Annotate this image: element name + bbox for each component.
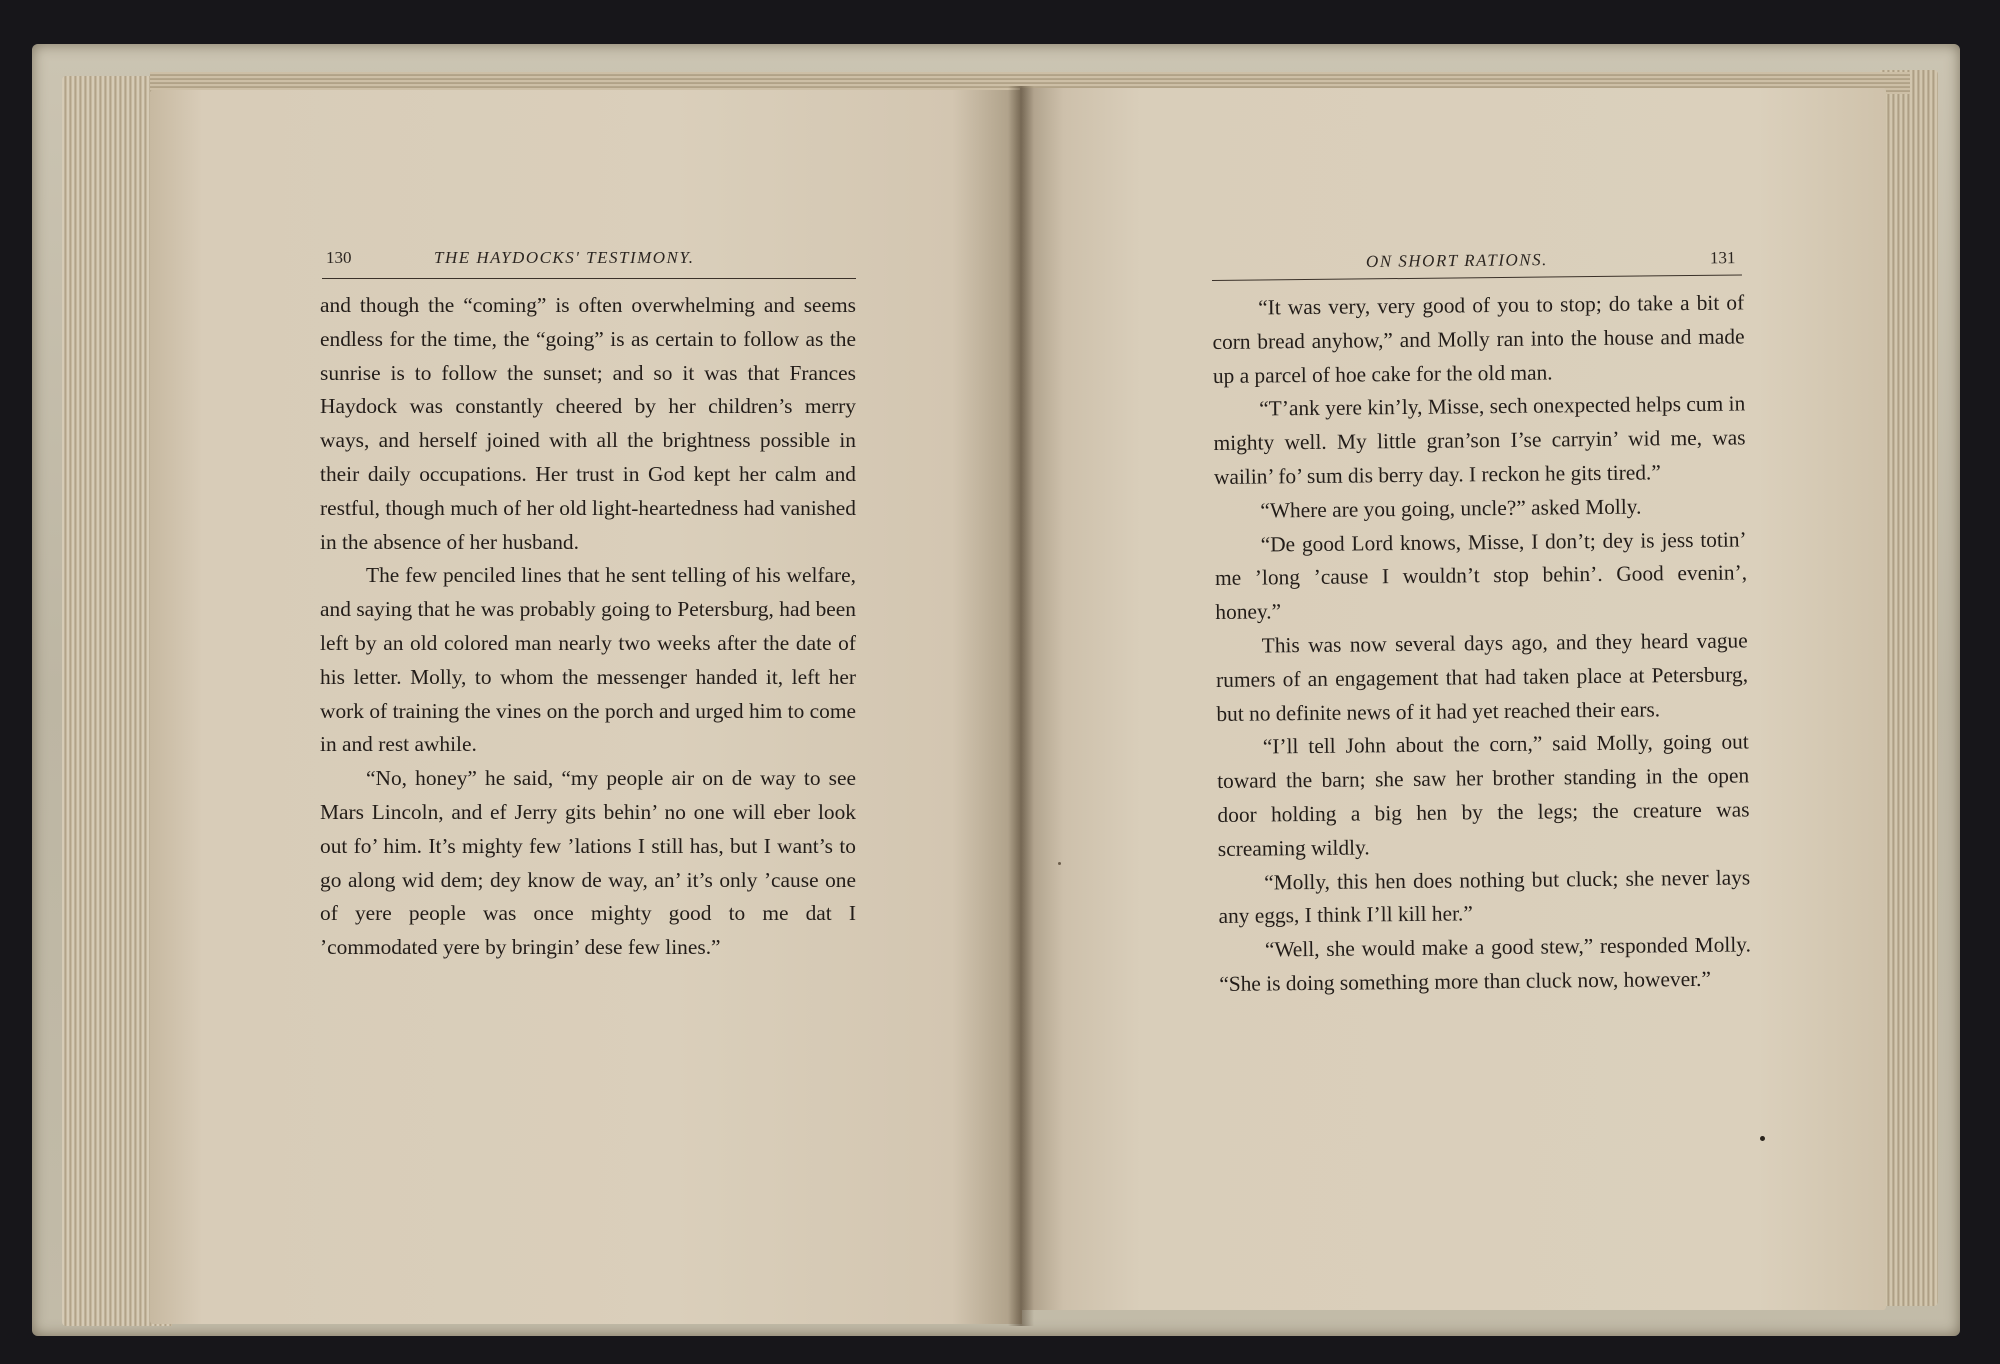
left-page-number: 130 (326, 248, 352, 267)
paragraph: “T’ank yere kin’ly, Misse, sech onexpected helps cum in mighty well. My little gran’son I’se carryin’ wid me, was wailin’ fo’ sum dis berry day. I reckon he gits tired.” (1213, 391, 1746, 489)
ink-speck (1058, 862, 1061, 865)
left-head-rule (322, 278, 856, 279)
right-page-number: 131 (1709, 248, 1736, 268)
book-gutter (1008, 86, 1034, 1326)
paragraph: “No, honey” he said, “my people air on de way to see Mars Lincoln, and ef Jerry gits behin’ no one will eber look out fo’ him. It’s mighty few ’lations I still has, but I want’s to go along wid dem; dey know de way, an’ it’s only ’cause one of yere people was once mighty good to me dat I ’commodated yere by bringin’ dese few lines.” (320, 766, 856, 960)
paragraph: “Molly, this hen does nothing but cluck; she never lays any eggs, I think I’ll kill her.” (1218, 864, 1751, 929)
page-edges-right (1880, 70, 1938, 1306)
right-running-head (1366, 248, 1746, 276)
paragraph: “De good Lord knows, Misse, I don’t; dey is jess totin’ me ’long ’cause I wouldn’t stop behin’. Good evenin’, honey.” (1214, 526, 1748, 625)
paragraph: This was now several days ago, and they heard vague rumers of an engagement that had taken place at Petersburg, but no definite news of it had yet reached their ears. (1215, 628, 1749, 726)
right-page-text (1212, 286, 1751, 1001)
left-running-title: THE HAYDOCKS' TESTIMONY. (434, 248, 695, 267)
paragraph: “I’ll tell John about the corn,” said Molly, going out toward the barn; she saw her brother standing in the open door holding a big hen by the legs; the creature was screaming wildly. (1216, 729, 1750, 861)
right-running-title: ON SHORT RATIONS. (1365, 250, 1548, 271)
paragraph: The few penciled lines that he sent telling of his welfare, and saying that he was probably going to Petersburg, had been left by an old colored man nearly two weeks after the date of his letter. Molly, to whom the messenger handed it, left her work of training the vines on the porch and urged him to come in and rest awhile. (320, 563, 856, 757)
left-running-head (326, 248, 856, 272)
left-page-text (320, 289, 856, 965)
ink-speck (1760, 1136, 1765, 1141)
paragraph: and though the “coming” is often overwhelming and seems endless for the time, the “going” is as certain to follow as the sunrise is to follow the sunset; and so it was that Frances Haydock was constantly cheered by her children’s merry ways, and herself joined with all the brightness possible in their daily occupations. Her trust in God kept her calm and restful, though much of her old light-heartedness had vanished in the absence of her husband. (320, 293, 856, 554)
paragraph: “Well, she would make a good stew,” responded Molly. “She is doing something more than cluck now, however.” (1219, 932, 1751, 996)
paragraph: “Where are you going, uncle?” asked Molly. (1260, 494, 1642, 523)
paragraph: “It was very, very good of you to stop; do take a bit of corn bread anyhow,” and Molly ran into the house and made up a parcel of hoe cake for the old man. (1212, 290, 1745, 388)
